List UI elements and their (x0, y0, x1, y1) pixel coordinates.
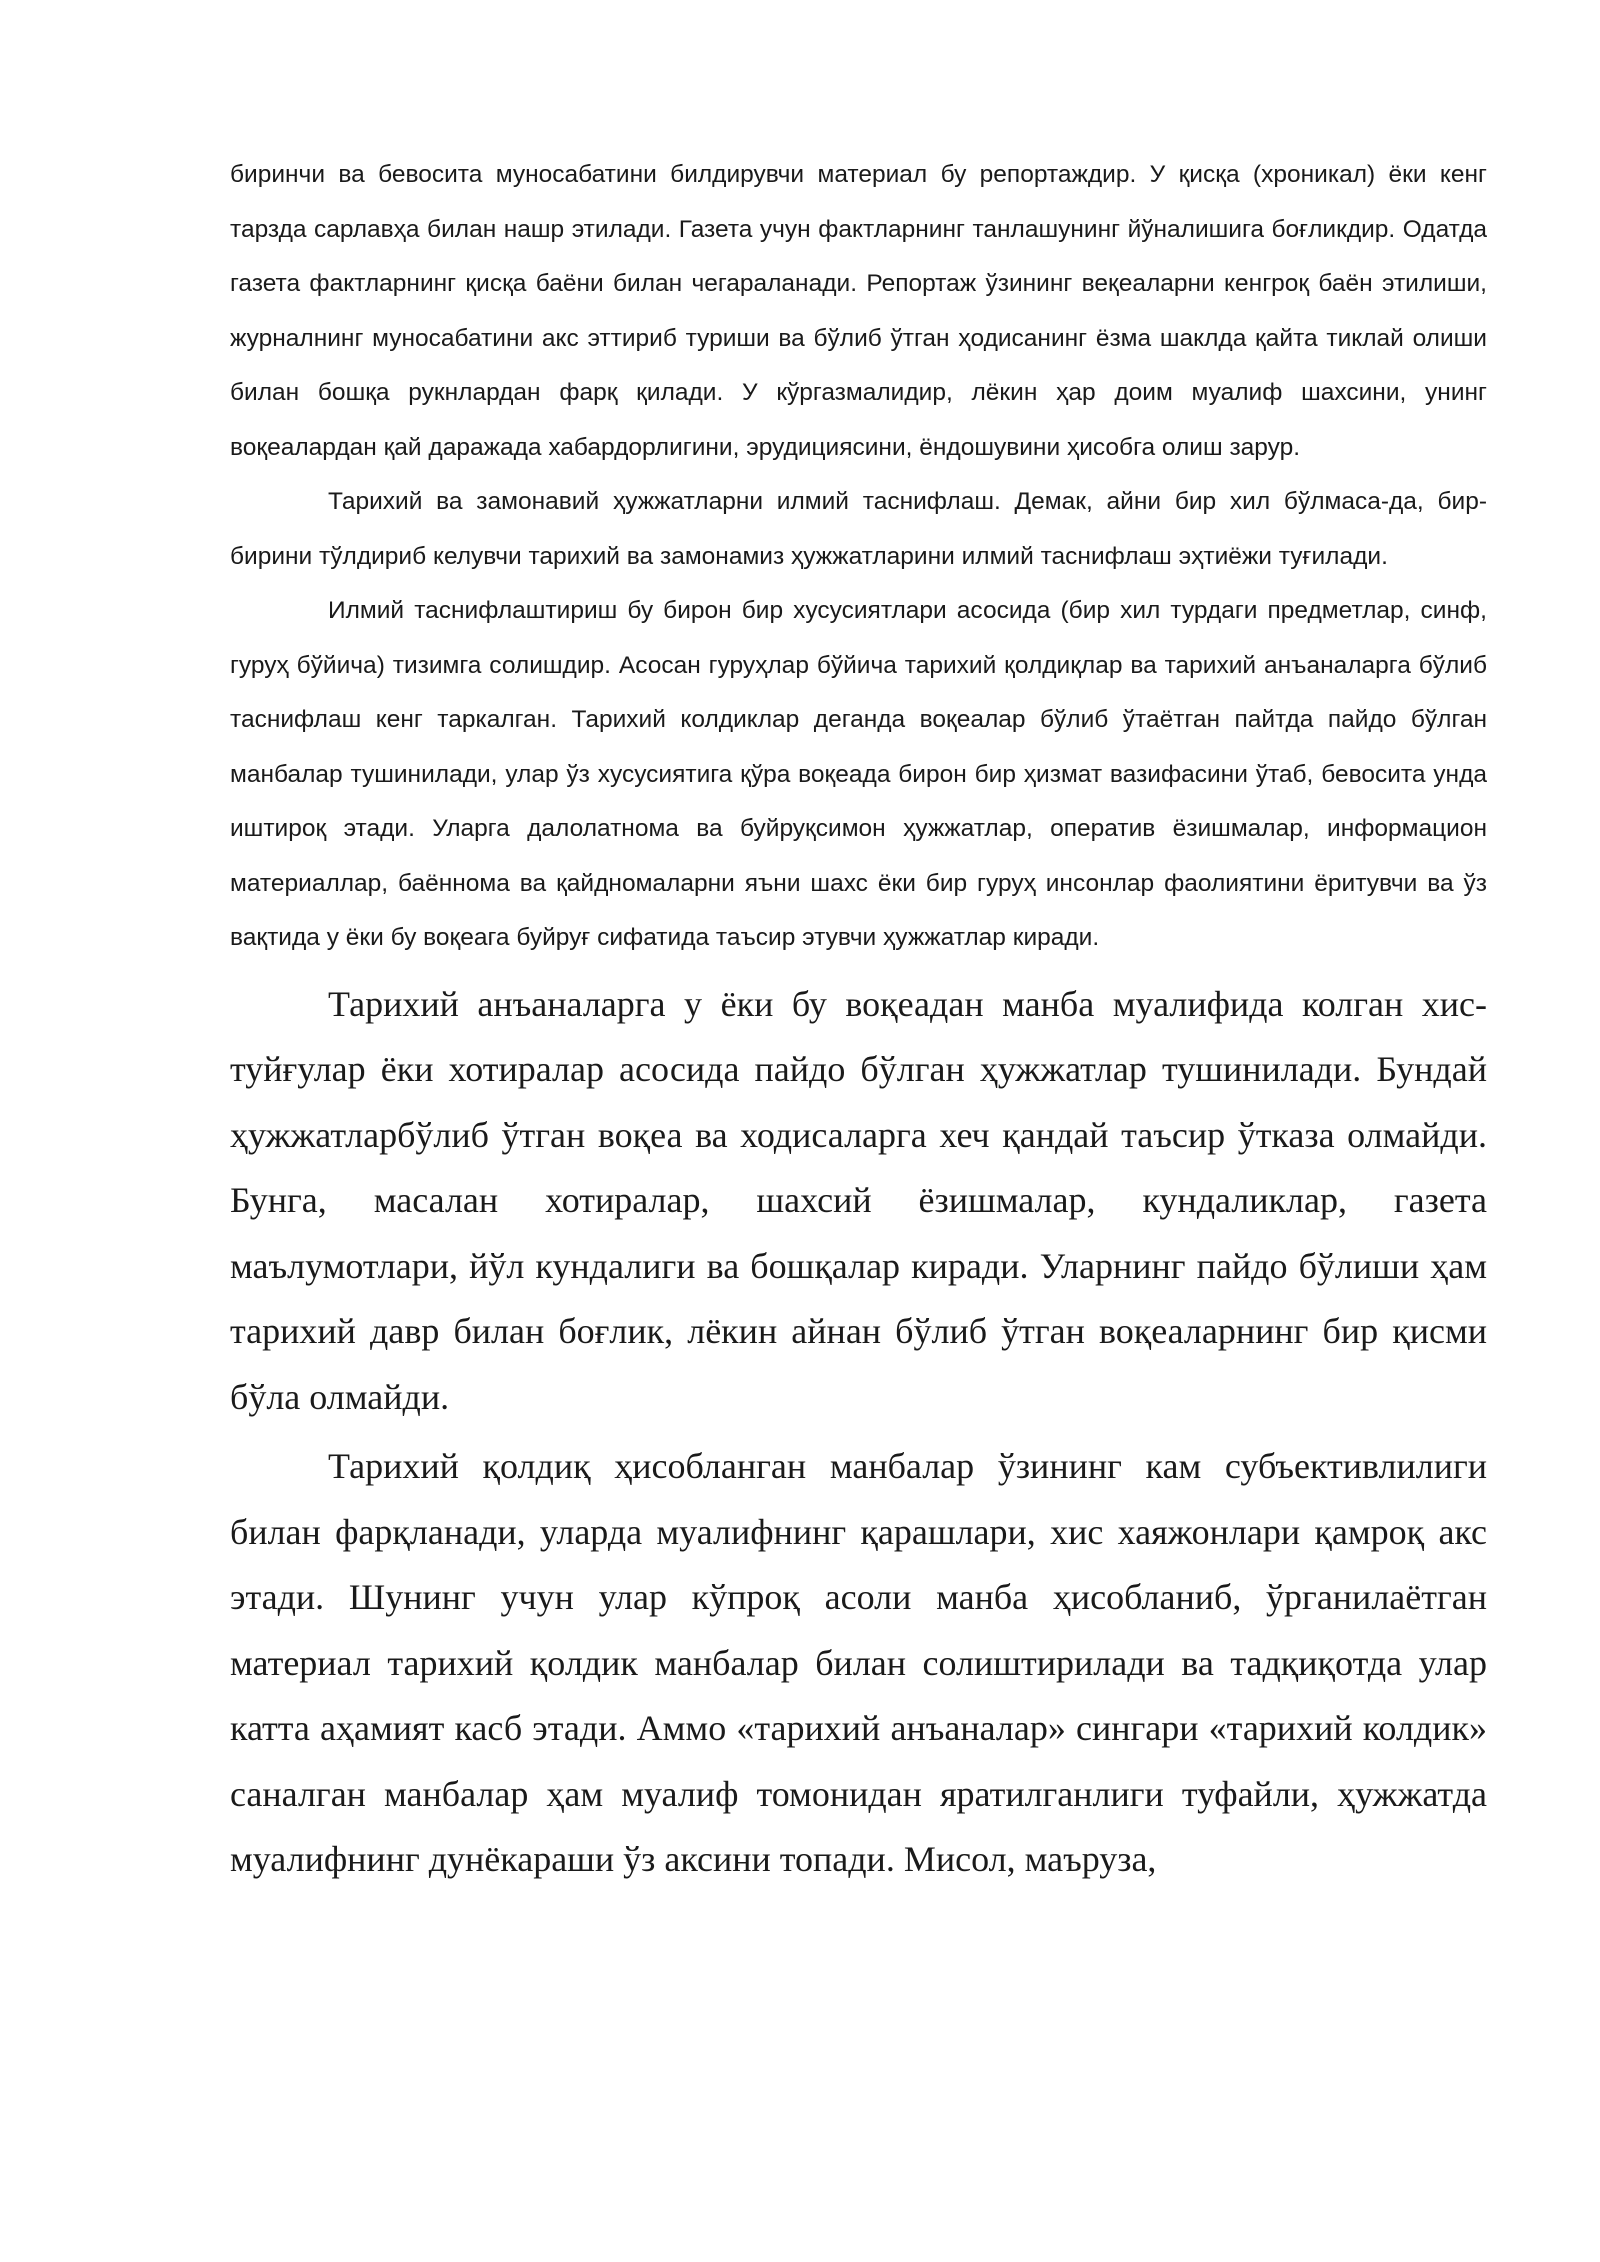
paragraph-historical-traditions: Тарихий анъаналарга у ёки бу воқеадан манба муалифида колган хис-туйғулар ёки хотиралар асосида пайдо бўлган ҳужжатлар тушинилади. Бундай ҳужжатларбўлиб ўтган воқеа ва ходисаларга хеч қандай таъсир ўтказа олмайди. Бунга, масалан хотиралар, шахсий ёзишмалар, кундаликлар, газета маълумотлари, йўл кундалиги ва бошқалар киради. Уларнинг пайдо бўлиши ҳам тарихий давр билан боғлик, лёкин айнан бўлиб ўтган воқеаларнинг бир қисми бўла олмайди. (230, 983, 1487, 1417)
paragraph-historical-remains: Тарихий қолдиқ ҳисобланган манбалар ўзининг кам субъективлилиги билан фарқланади, уларда муалифнинг қарашлари, хис хаяжонлари қамроқ акс этади. Шунинг учун улар кўпроқ асоли манба ҳисобланиб, ўрганилаётган материал тарихий қолдик манбалар билан солиштирилади ва тадқиқотда улар катта аҳамият касб этади. Аммо «тарихий анъаналар» сингари «тарихий колдик» саналган манбалар ҳам муалиф томонидан яратилганлиги туфайли, ҳужжатда муалифнинг дунёкараши ўз аксини топади. Мисол, маъруза, (230, 1446, 1487, 1879)
paragraph-systematization: Илмий таснифлаштириш бу бирон бир хусусиятлари асосида (бир хил турдаги предметлар, синф, гуруҳ бўйича) тизимга солишдир. Асосан гуруҳлар бўйича тарихий қолдиқлар ва тарихий анъаналарга бўлиб таснифлаш кенг таркалган. Тарихий колдиклар деганда воқеалар бўлиб ўтаётган пайтда пайдо бўлган манбалар тушинилади, улар ўз хусусиятига қўра воқеада бирон бир ҳизмат вазифасини ўтаб, бевосита унда иштироқ этади. Уларга далолатнома ва буйруқсимон ҳужжатлар, оператив ёзишмалар, информацион материаллар, баённома ва қайдномаларни яъни шахс ёки бир гуруҳ инсонлар фаолиятини ёритувчи ва ўз вақтида у ёки бу воқеага буйруғ сифатида таъсир этувчи ҳужжатлар киради. (230, 597, 1487, 951)
paragraph-scientific-classification: Тарихий ва замонавий ҳужжатларни илмий таснифлаш. Демак, айни бир хил бўлмаса-да, бир-бирини тўлдириб келувчи тарихий ва замонамиз ҳужжатларини илмий таснифлаш эҳтиёжи туғилади. (230, 488, 1487, 570)
paragraph-reportage: биринчи ва бевосита муносабатини билдирувчи материал бу репортаждир. У қисқа (хроникал) ёки кенг тарзда сарлавҳа билан нашр этилади. Газета учун фактларнинг танлашунинг йўналишига боғликдир. Одатда газета фактларнинг қисқа баёни билан чегараланади. Репортаж ўзининг веқеаларни кенгроқ баён этилиши, журналнинг муносабатини акс эттириб туриши ва бўлиб ўтган ҳодисанинг ёзма шаклда қайта тиклай олиши билан бошқа рукнлардан фарқ қилади. У кўргазмалидир, лёкин ҳар доим муалиф шахсини, унинг воқеалардан қай даражада хабардорлигини, эрудициясини, ёндошувини ҳисобга олиш зарур. (230, 161, 1487, 461)
document-body (230, 148, 1487, 1893)
